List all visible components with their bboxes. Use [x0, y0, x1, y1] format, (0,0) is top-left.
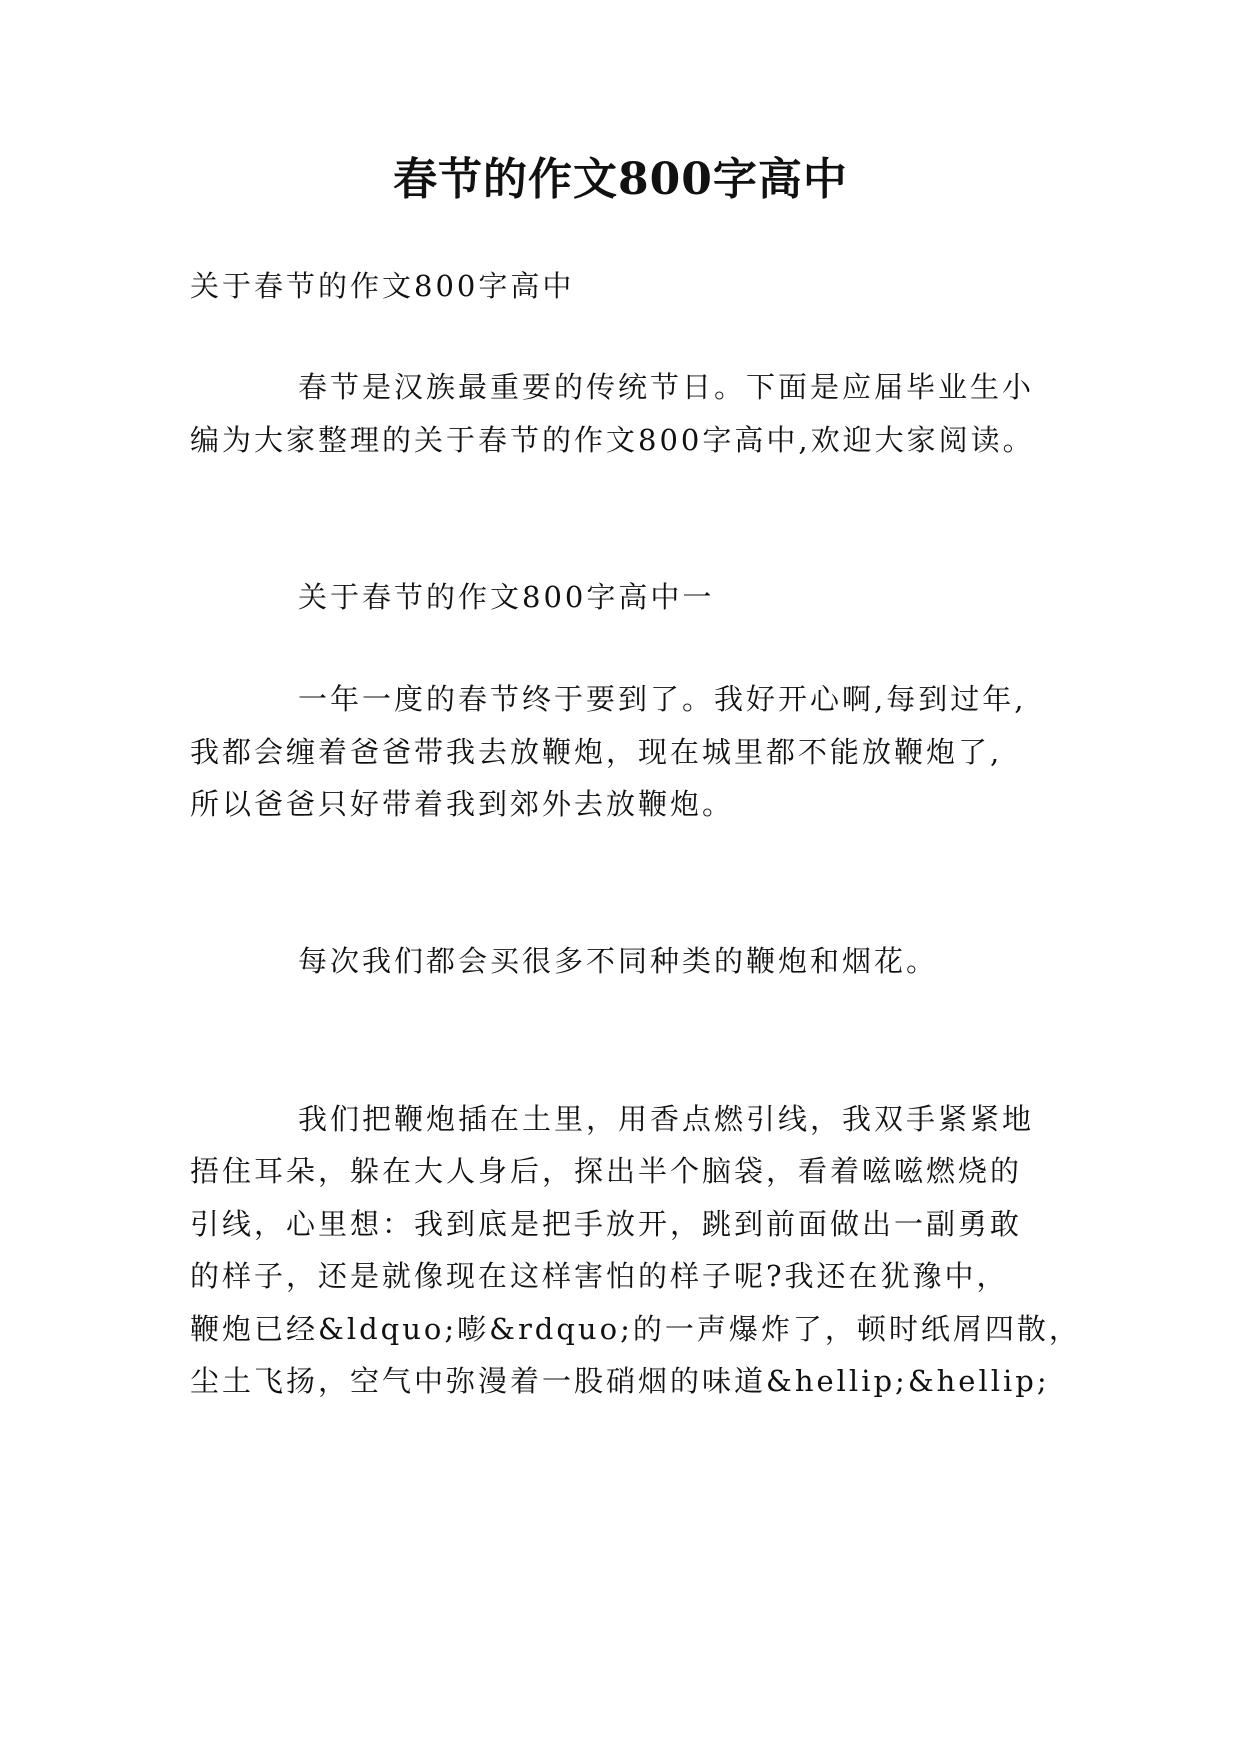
paragraph-2-line-1: 每次我们都会买很多不同种类的鞭炮和烟花。 — [298, 944, 939, 978]
paragraph-3-line-6: 尘土飞扬，空气中弥漫着一股硝烟的味道&hellip;&hellip; — [190, 1364, 1050, 1398]
paragraph-3-line-3: 引线，心里想：我到底是把手放开，跳到前面做出一副勇敢 — [190, 1207, 1023, 1241]
section-heading: 关于春节的作文800字高中一 — [298, 580, 715, 614]
paragraph-1-line-3: 所以爸爸只好带着我到郊外去放鞭炮。 — [190, 787, 735, 821]
paragraph-1-line-2: 我都会缠着爸爸带我去放鞭炮，现在城里都不能放鞭炮了, — [190, 735, 1003, 769]
intro-line-1: 春节是汉族最重要的传统节日。下面是应届毕业生小 — [298, 370, 1035, 404]
paragraph-1-line-1: 一年一度的春节终于要到了。我好开心啊,每到过年, — [298, 682, 1027, 716]
paragraph-3-line-4: 的样子，还是就像现在这样害怕的样子呢?我还在犹豫中， — [190, 1259, 1009, 1293]
intro-line-2: 编为大家整理的关于春节的作文800字高中,欢迎大家阅读。 — [190, 423, 1035, 457]
document-title: 春节的作文800字高中 — [393, 154, 848, 205]
subtitle-line: 关于春节的作文800字高中 — [190, 269, 575, 303]
paragraph-3-line-1: 我们把鞭炮插在土里，用香点燃引线，我双手紧紧地 — [298, 1102, 1035, 1136]
paragraph-3-line-2: 捂住耳朵，躲在大人身后，探出半个脑袋，看着嗞嗞燃烧的 — [190, 1154, 1023, 1188]
paragraph-3-line-5: 鞭炮已经&ldquo;嘭&rdquo;的一声爆炸了，顿时纸屑四散， — [190, 1312, 1081, 1346]
